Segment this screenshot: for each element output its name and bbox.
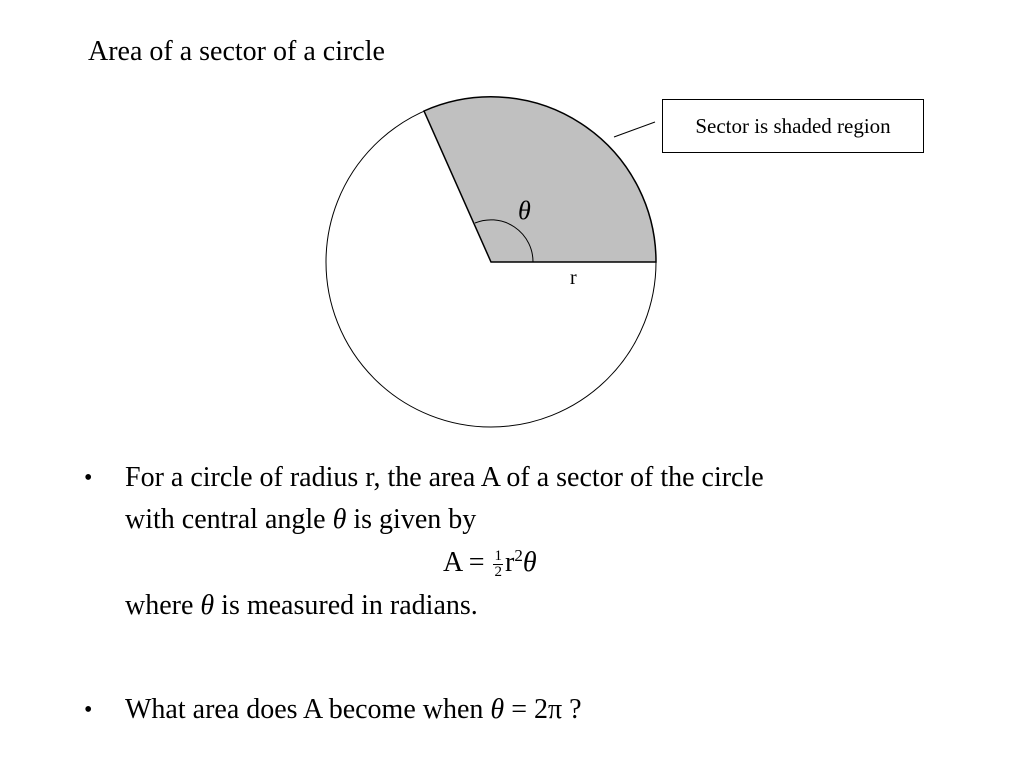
- bullet-area-formula: [84, 457, 984, 627]
- bullet-marker: •: [84, 697, 93, 723]
- bullet-question: [84, 689, 984, 731]
- slide-title: Area of a sector of a circle: [88, 36, 385, 67]
- theta-symbol: θ: [490, 694, 505, 725]
- bullet-line-2: with central angle θ is given by: [125, 504, 477, 535]
- theta-symbol: θ: [332, 504, 347, 535]
- one-half-fraction: $\frac{1}{2}$: [494, 548, 502, 581]
- radius-label: r: [570, 267, 577, 289]
- sector-area-formula: A = $\frac{1}{2}$ $r^2\theta$: [443, 546, 537, 581]
- callout-box: Sector is shaded region: [662, 99, 924, 153]
- question-line: What area does A become when θ = 2π ?: [125, 694, 582, 725]
- bullet-marker: •: [84, 465, 93, 491]
- callout-pointer: [614, 122, 655, 137]
- theta-label: θ: [518, 196, 531, 225]
- bullet-line-3: where θ is measured in radians.: [125, 590, 478, 621]
- formula-line: [125, 541, 984, 585]
- bullet-list: [84, 457, 984, 731]
- bullet-line-1: For a circle of radius r, the area A of a sector of the circle: [125, 462, 764, 493]
- theta-symbol: θ: [200, 590, 215, 621]
